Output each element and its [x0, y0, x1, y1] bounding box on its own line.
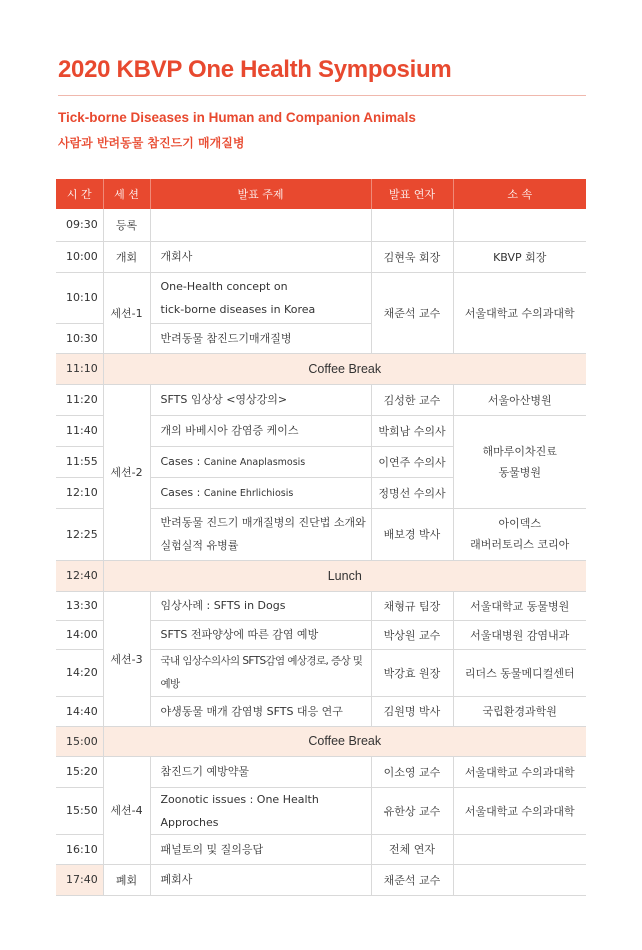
time-cell: 12:10	[56, 477, 103, 508]
table-row	[56, 756, 586, 787]
topic-cell: 국내 임상수의사의 SFTS감염 예상경로, 증상 및 예방	[150, 649, 371, 696]
affiliation-cell	[453, 415, 586, 508]
session-cell: 세션-1	[103, 272, 150, 353]
time-cell: 16:10	[56, 834, 103, 864]
break-row	[56, 353, 586, 384]
session-cell: 세션-3	[103, 591, 150, 726]
affiliation-cell: 서울대학교 동물병원	[453, 591, 586, 620]
affiliation-line: 해마루이차진료	[482, 444, 557, 458]
topic-suffix: Canine Ehrlichiosis	[203, 487, 294, 499]
topic-prefix: Cases :	[160, 454, 204, 468]
speaker-cell: 박희남 수의사	[371, 415, 453, 446]
time-cell: 15:20	[56, 756, 103, 787]
speaker-cell: 김성한 교수	[371, 384, 453, 415]
speaker-cell: 김현욱 회장	[371, 241, 453, 272]
time-cell: 14:00	[56, 620, 103, 649]
session-cell: 등록	[103, 209, 150, 241]
break-row	[56, 726, 586, 756]
time-cell: 11:20	[56, 384, 103, 415]
speaker-cell: 박상원 교수	[371, 620, 453, 649]
time-cell: 17:40	[56, 864, 103, 895]
topic-cell	[150, 508, 371, 560]
break-label: Lunch	[103, 560, 586, 591]
time-cell: 12:40	[56, 560, 103, 591]
table-row	[56, 272, 586, 323]
session-cell: 폐회	[103, 864, 150, 895]
time-cell: 13:30	[56, 591, 103, 620]
subtitle-english: Tick-borne Diseases in Human and Companion Animals	[58, 110, 416, 125]
topic-cell: 참진드기 예방약물	[150, 756, 371, 787]
session-cell: 세션-2	[103, 384, 150, 560]
affiliation-line: 아이덱스	[498, 517, 541, 530]
header-affiliation: 소 속	[453, 179, 586, 209]
table-row	[56, 241, 586, 272]
program-table	[56, 179, 586, 896]
affiliation-cell: 서울대학교 수의과대학	[453, 272, 586, 353]
topic-line: One-Health concept on	[160, 279, 288, 293]
speaker-cell: 배보경 박사	[371, 508, 453, 560]
topic-cell: Zoonotic issues : One Health Approches	[150, 787, 371, 834]
speaker-cell: 박강효 원장	[371, 649, 453, 696]
topic-cell: SFTS 임상상 <영상강의>	[150, 384, 371, 415]
time-cell: 15:50	[56, 787, 103, 834]
topic-cell: SFTS 전파양상에 따른 감염 예방	[150, 620, 371, 649]
topic-cell: 임상사례 : SFTS in Dogs	[150, 591, 371, 620]
table-header-row	[56, 179, 586, 209]
time-cell: 14:20	[56, 649, 103, 696]
subtitle-korean: 사람과 반려동물 참진드기 매개질병	[58, 136, 245, 150]
title-divider	[58, 95, 586, 96]
break-row	[56, 560, 586, 591]
topic-cell: 패널토의 및 질의응답	[150, 834, 371, 864]
header-time: 시 간	[56, 179, 103, 209]
table-row	[56, 384, 586, 415]
affiliation-line: 래버러토리스 코리아	[470, 538, 570, 551]
affiliation-cell: 서울아산병원	[453, 384, 586, 415]
affiliation-cell	[453, 834, 586, 864]
speaker-cell: 전체 연자	[371, 834, 453, 864]
session-cell: 세션-4	[103, 756, 150, 864]
time-cell: 10:00	[56, 241, 103, 272]
affiliation-cell: 서울대병원 감염내과	[453, 620, 586, 649]
break-label: Coffee Break	[103, 726, 586, 756]
session-cell: 개회	[103, 241, 150, 272]
topic-cell	[150, 209, 371, 241]
time-cell: 10:10	[56, 272, 103, 323]
affiliation-cell: 서울대학교 수의과대학	[453, 756, 586, 787]
speaker-cell: 이소영 교수	[371, 756, 453, 787]
topic-cell	[150, 446, 371, 477]
topic-cell: 개의 바베시아 감염증 케이스	[150, 415, 371, 446]
time-cell: 14:40	[56, 696, 103, 726]
topic-line: tick-borne diseases in Korea	[160, 302, 316, 316]
speaker-cell: 채준석 교수	[371, 864, 453, 895]
time-cell: 11:10	[56, 353, 103, 384]
speaker-cell: 채형규 팀장	[371, 591, 453, 620]
topic-cell	[150, 477, 371, 508]
affiliation-cell	[453, 209, 586, 241]
speaker-cell: 정명선 수의사	[371, 477, 453, 508]
affiliation-cell	[453, 864, 586, 895]
header-session: 세 션	[103, 179, 150, 209]
topic-prefix: Cases :	[160, 485, 204, 499]
time-cell: 12:25	[56, 508, 103, 560]
topic-cell: 반려동물 참진드기매개질병	[150, 323, 371, 353]
table-row	[56, 864, 586, 895]
speaker-cell	[371, 209, 453, 241]
header-speaker: 발표 연자	[371, 179, 453, 209]
affiliation-line: 동물병원	[498, 465, 541, 479]
topic-cell: 폐회사	[150, 864, 371, 895]
topic-cell: 개회사	[150, 241, 371, 272]
topic-line: 반려동물 진드기 매개질병의 진단법 소개와	[160, 516, 366, 529]
time-cell: 11:40	[56, 415, 103, 446]
speaker-cell: 김원명 박사	[371, 696, 453, 726]
topic-suffix: Canine Anaplasmosis	[203, 456, 306, 468]
affiliation-cell: 리더스 동물메디컬센터	[453, 649, 586, 696]
time-cell: 11:55	[56, 446, 103, 477]
header-topic: 발표 주제	[150, 179, 371, 209]
time-cell: 10:30	[56, 323, 103, 353]
affiliation-cell	[453, 508, 586, 560]
speaker-cell: 이연주 수의사	[371, 446, 453, 477]
topic-line: 실험실적 유병률	[160, 539, 239, 552]
topic-cell	[150, 272, 371, 323]
speaker-cell: 채준석 교수	[371, 272, 453, 353]
topic-cell: 야생동물 매개 감염병 SFTS 대응 연구	[150, 696, 371, 726]
time-cell: 09:30	[56, 209, 103, 241]
speaker-cell: 유한상 교수	[371, 787, 453, 834]
table-row	[56, 209, 586, 241]
page-title: 2020 KBVP One Health Symposium	[58, 56, 452, 83]
affiliation-cell: 서울대학교 수의과대학	[453, 787, 586, 834]
time-cell: 15:00	[56, 726, 103, 756]
affiliation-cell: 국립환경과학원	[453, 696, 586, 726]
break-label: Coffee Break	[103, 353, 586, 384]
affiliation-cell: KBVP 회장	[453, 241, 586, 272]
table-row	[56, 591, 586, 620]
